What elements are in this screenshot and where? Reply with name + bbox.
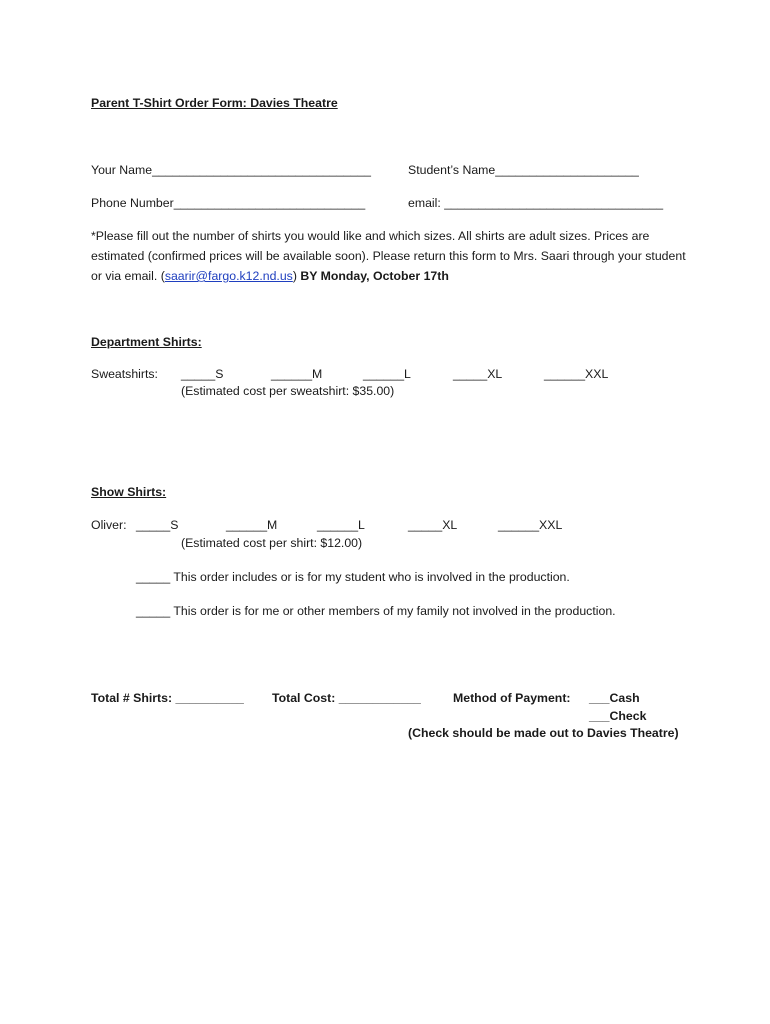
payment-check-option[interactable]: ___Check <box>589 709 647 723</box>
option-student-involved[interactable]: _____ This order includes or is for my student who is involved in the production. <box>136 570 570 584</box>
sweatshirt-size-l[interactable]: ______L <box>363 367 411 381</box>
option-family-not-involved[interactable]: _____ This order is for me or other members of my family not involved in the production. <box>136 604 616 618</box>
oliver-label: Oliver: <box>91 518 127 532</box>
email-link[interactable]: saarir@fargo.k12.nd.us <box>164 269 293 283</box>
deadline-text: BY Monday, October 17th <box>296 269 449 283</box>
sweatshirt-size-xxl[interactable]: ______XXL <box>544 367 609 381</box>
show-shirt-size-xxl[interactable]: ______XXL <box>498 518 563 532</box>
phone-number-field[interactable]: Phone Number____________________________ <box>91 196 366 210</box>
payment-method-label: Method of Payment: <box>453 691 571 705</box>
show-shirt-size-l[interactable]: ______L <box>317 518 365 532</box>
form-title: Parent T-Shirt Order Form: Davies Theatre <box>91 96 338 110</box>
instructions-close-paren: ) <box>292 269 297 283</box>
email-field[interactable]: email: ________________________________ <box>408 196 664 210</box>
sweatshirt-size-s[interactable]: _____S <box>181 367 224 381</box>
show-shirt-size-xl[interactable]: _____XL <box>408 518 458 532</box>
sweatshirt-price-note: (Estimated cost per sweatshirt: $35.00) <box>181 384 395 398</box>
sweatshirts-label: Sweatshirts: <box>91 367 158 381</box>
total-cost-field[interactable]: Total Cost: ____________ <box>272 691 421 705</box>
department-shirts-heading: Department Shirts: <box>91 335 202 349</box>
payment-cash-option[interactable]: ___Cash <box>589 691 640 705</box>
your-name-field[interactable]: Your Name________________________________ <box>91 163 371 177</box>
sweatshirt-size-xl[interactable]: _____XL <box>453 367 503 381</box>
show-shirt-size-s[interactable]: _____S <box>136 518 179 532</box>
total-shirts-field[interactable]: Total # Shirts: __________ <box>91 691 244 705</box>
sweatshirt-size-m[interactable]: ______M <box>271 367 323 381</box>
show-shirts-heading: Show Shirts: <box>91 485 167 499</box>
instructions-text: *Please fill out the number of shirts you would like and which sizes. All shirts are adult sizes. Prices are estimated (confirmed prices will be available soon). Please return this form to Mrs. Saari through your student or via email. ( <box>91 229 686 283</box>
check-payable-note: (Check should be made out to Davies Theatre) <box>408 726 679 740</box>
show-shirt-size-m[interactable]: ______M <box>226 518 278 532</box>
instructions-paragraph <box>91 226 691 286</box>
student-name-field[interactable]: Student’s Name_____________________ <box>408 163 639 177</box>
show-shirt-price-note: (Estimated cost per shirt: $12.00) <box>181 536 363 550</box>
